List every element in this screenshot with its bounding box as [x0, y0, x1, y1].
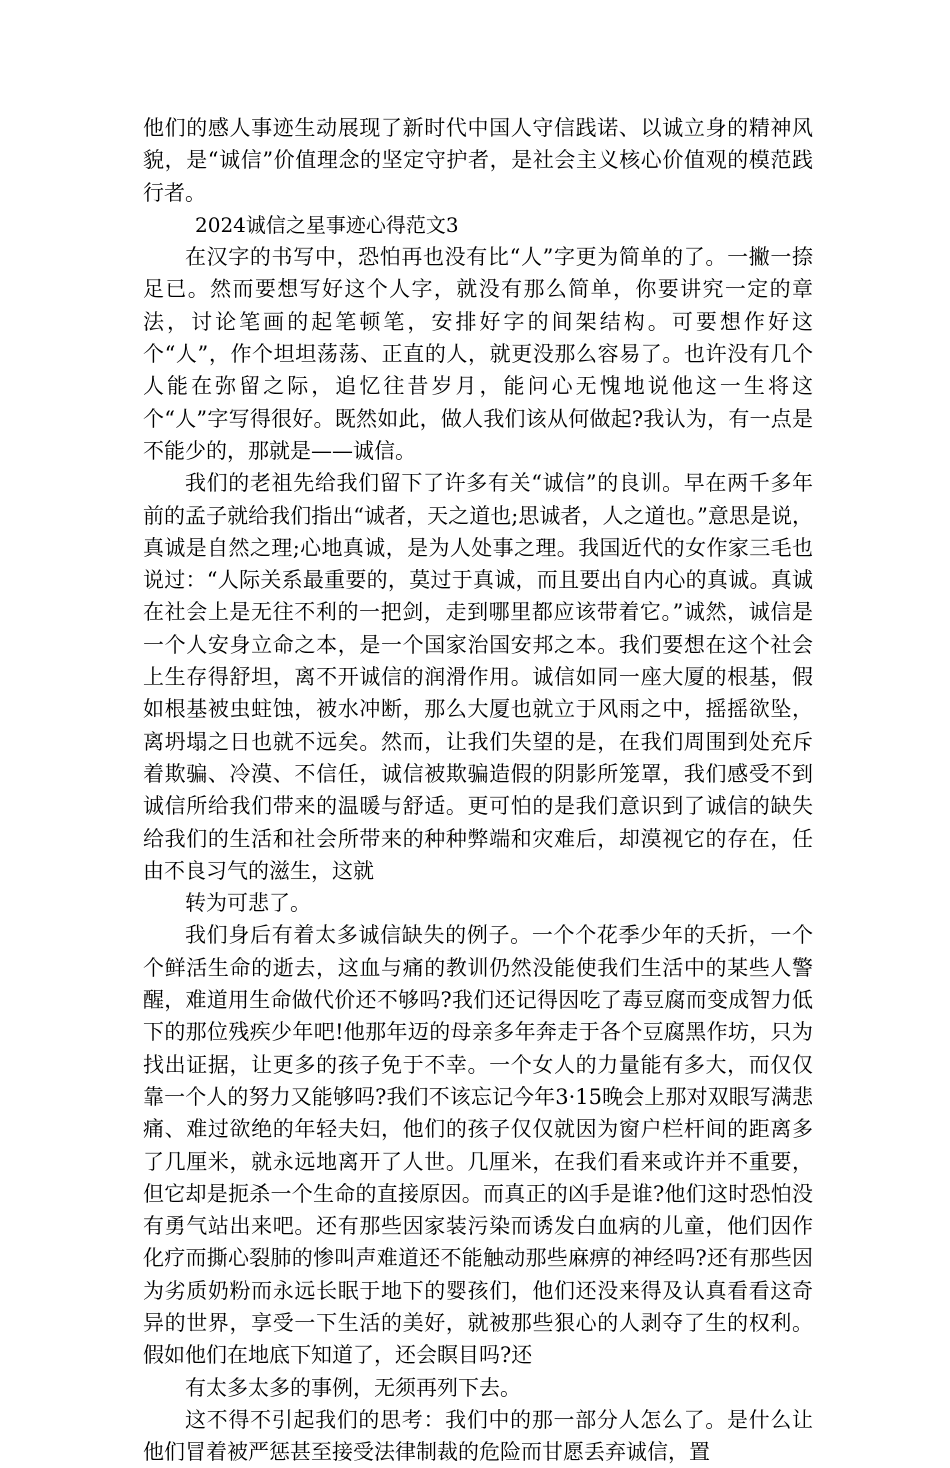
paragraph-intro: 他们的感人事迹生动展现了新时代中国人守信践诺、以诚立身的精神风貌，是“诚信”价值理念的坚定守护者，是社会主义核心价值观的模范践行者。 — [143, 116, 813, 205]
document-page — [143, 112, 813, 1468]
paragraph-sad-continuation: 转为可悲了。 — [185, 891, 311, 916]
paragraph-many-cases: 有太多太多的事例，无须再列下去。 — [185, 1375, 521, 1400]
paragraph-ancestors-teaching: 我们的老祖先给我们留下了许多有关“诚信”的良训。早在两千多年前的孟子就给我们指出“诚者，天之道也;思诚者，人之道也。”意思是说，真诚是自然之理;心地真诚，是为人处事之理。我国近代的女作家三毛也说过：“人际关系最重要的，莫过于真诚，而且要出自内心的真诚。真诚在社会上是无往不利的一把剑，走到哪里都应该带着它。”诚然，诚信是一个人安身立命之本，是一个国家治国安邦之本。我们要想在这个社会上生存得舒坦，离不开诚信的润滑作用。诚信如同一座大厦的根基，假如根基被虫蛀蚀，被水冲断，那么大厦也就立于风雨之中，摇摇欲坠，离坍塌之日也就不远矣。然而，让我们失望的是，在我们周围到处充斥着欺骗、冷漠、不信任，诚信被欺骗造假的阴影所笼罩，我们感受不到诚信所给我们带来的温暖与舒适。更可怕的是我们意识到了诚信的缺失给我们的生活和社会所带来的种种弊端和灾难后，却漠视它的存在，任由不良习气的滋生，这就 — [143, 471, 813, 883]
section-heading: 2024诚信之星事迹心得范文3 — [195, 212, 459, 237]
paragraph-examples: 我们身后有着太多诚信缺失的例子。一个个花季少年的夭折，一个个鲜活生命的逝去，这血与痛的教训仍然没能使我们生活中的某些人警醒，难道用生命做代价还不够吗?我们还记得因吃了毒豆腐而变成智力低下的那位残疾少年吧!他那年迈的母亲多年奔走于各个豆腐黑作坊，只为找出证据，让更多的孩子免于不幸。一个女人的力量能有多大，而仅仅靠一个人的努力又能够吗?我们不该忘记今年3·15晚会上那对双眼写满悲痛、难过欲绝的年轻夫妇，他们的孩子仅仅就因为窗户栏杆间的距离多了几厘米，就永远地离开了人世。几厘米，在我们看来或许并不重要，但它却是扼杀一个生命的直接原因。而真正的凶手是谁?他们这时恐怕没有勇气站出来吧。还有那些因家装污染而诱发白血病的儿童，他们因作化疗而撕心裂肺的惨叫声难道还不能触动那些麻痹的神经吗?还有那些因为劣质奶粉而永远长眠于地下的婴孩们，他们还没来得及认真看看这奇异的世界，享受一下生活的美好，就被那些狠心的人剥夺了生的权利。假如他们在地底下知道了，还会瞑目吗?还 — [143, 923, 813, 1368]
paragraph-reflection: 这不得不引起我们的思考：我们中的那一部分人怎么了。是什么让他们冒着被严惩甚至接受法律制裁的危险而甘愿丢弃诚信，置 — [143, 1407, 813, 1465]
paragraph-person-character: 在汉字的书写中，恐怕再也没有比“人”字更为简单的了。一撇一捺足已。然而要想写好这个人字，就没有那么简单，你要讲究一定的章法，讨论笔画的起笔顿笔，安排好字的间架结构。可要想作好这个“人”，作个坦坦荡荡、正直的人，就更没那么容易了。也许没有几个人能在弥留之际，追忆往昔岁月，能问心无愧地说他这一生将这个“人”字写得很好。既然如此，做人我们该从何做起?我认为，有一点是不能少的，那就是——诚信。 — [143, 245, 813, 463]
